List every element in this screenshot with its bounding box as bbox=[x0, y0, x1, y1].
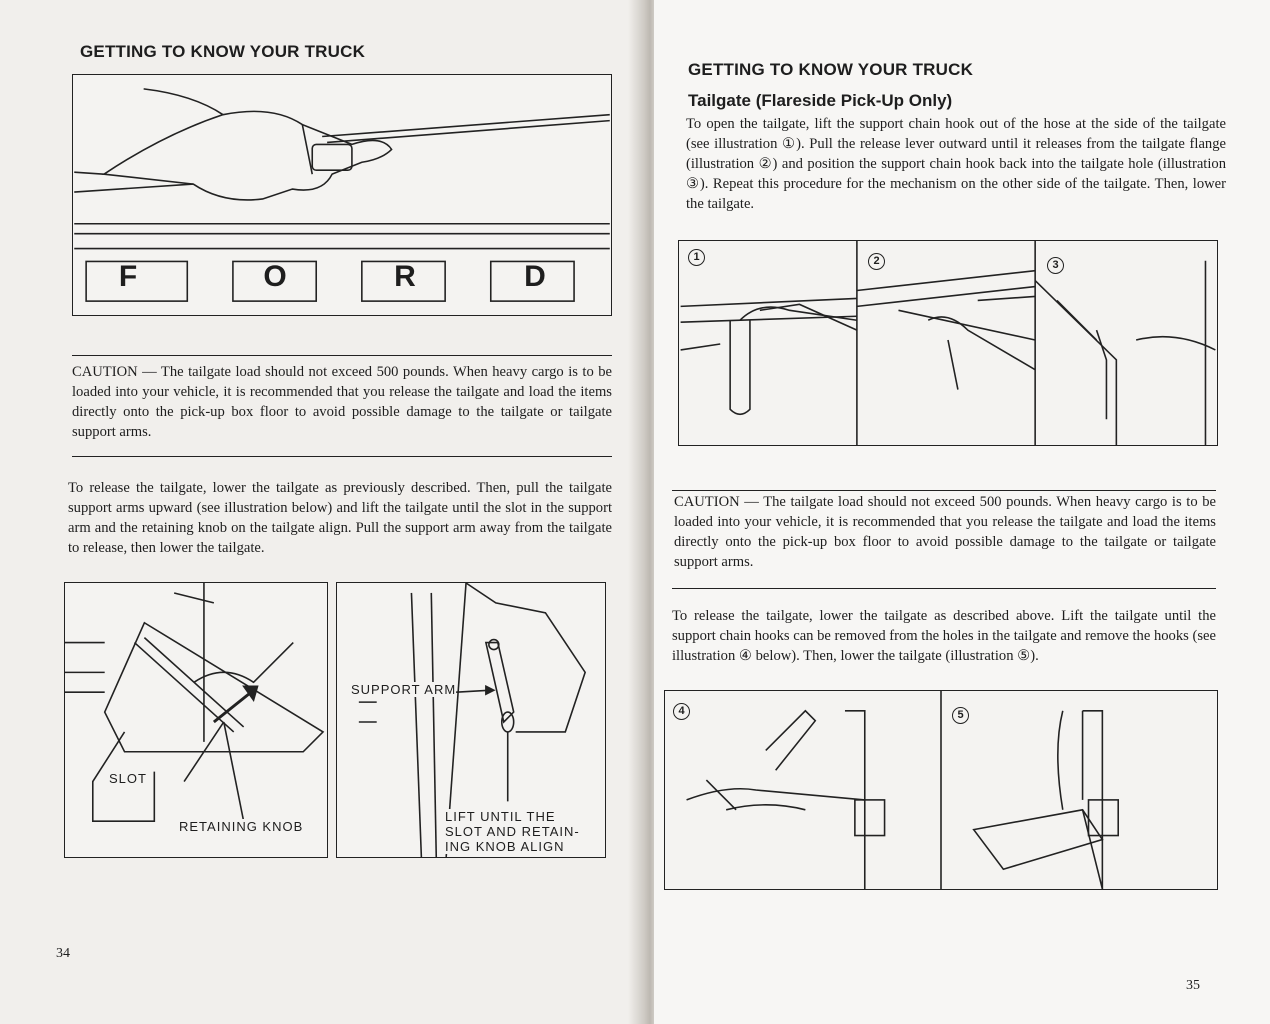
illustration-marker: 2 bbox=[868, 253, 885, 270]
open-tailgate-illustrations bbox=[678, 240, 1218, 446]
tailgate-letter: F bbox=[118, 260, 138, 293]
align-line: ING KNOB ALIGN bbox=[445, 839, 565, 854]
slot-label: SLOT bbox=[109, 771, 147, 786]
right-page-heading: GETTING TO KNOW YOUR TRUCK bbox=[688, 60, 974, 79]
illustration-marker: 1 bbox=[688, 249, 705, 266]
support-arm-label: SUPPORT ARM bbox=[351, 682, 457, 697]
tailgate-letter: R bbox=[394, 260, 416, 293]
caution-bottom-rule bbox=[72, 456, 612, 457]
open-tailgate-drawing bbox=[679, 241, 1217, 445]
page-number: 34 bbox=[56, 946, 70, 961]
retaining-knob-label: RETAINING KNOB bbox=[179, 819, 304, 834]
support-arm-illustration bbox=[336, 582, 606, 858]
release-tailgate-drawing bbox=[665, 691, 1217, 889]
tailgate-intro-text: To open the tailgate, lift the support chain hook out of the hose at the side of the tailgate (see illustration ①). Pull the release lever outward until it releases from the tailgate flange (illustration ②) and position the support chain hook back into the tailgate hole (illustration ③). Repeat this procedure for the mechanism on the other side of the tailgate. Then, lower the tailgate. bbox=[686, 116, 1226, 212]
align-line: LIFT UNTIL THE bbox=[445, 809, 556, 824]
illustration-marker: 3 bbox=[1047, 257, 1064, 274]
tailgate-letter: O bbox=[263, 260, 287, 293]
caution-bottom-rule bbox=[672, 588, 1216, 589]
caution-top-rule bbox=[672, 490, 1216, 491]
align-line: SLOT AND RETAIN- bbox=[445, 824, 580, 839]
caution-top-rule bbox=[72, 355, 612, 356]
align-instruction-label bbox=[445, 809, 595, 854]
left-release-text: To release the tailgate, lower the tailgate as previously described. Then, pull the tailgate support arms upward (see illustration below) and lift the tailgate until the slot in the support arm and the retaining knob on the tailgate align. Pull the support arm away from the tailgate to release, then lower the tailgate. bbox=[68, 480, 612, 556]
left-page-heading: GETTING TO KNOW YOUR TRUCK bbox=[80, 42, 366, 61]
right-page bbox=[654, 0, 1270, 1024]
tailgate-letter: D bbox=[524, 260, 546, 293]
illustration-marker: 5 bbox=[952, 707, 969, 724]
right-caution-text: CAUTION — The tailgate load should not exceed 500 pounds. When heavy cargo is to be loaded into your vehicle, it is recommended that you release the tailgate and load the items directly onto the pick-up box floor to avoid possible damage to the tailgate or tailgate support arms. bbox=[674, 494, 1216, 570]
left-caution-text: CAUTION — The tailgate load should not exceed 500 pounds. When heavy cargo is to be loaded into your vehicle, it is recommended that you release the tailgate and load the items directly onto the pick-up box floor to avoid possible damage to the tailgate or tailgate support arms. bbox=[72, 364, 612, 440]
illustration-marker: 4 bbox=[673, 703, 690, 720]
release-tailgate-illustrations bbox=[664, 690, 1218, 890]
slot-knob-drawing bbox=[65, 583, 327, 857]
tailgate-subheading: Tailgate (Flareside Pick-Up Only) bbox=[688, 91, 953, 110]
tailgate-handle-illustration bbox=[72, 74, 612, 316]
page-number: 35 bbox=[1186, 978, 1200, 993]
right-release-text: To release the tailgate, lower the tailgate as described above. Lift the tailgate until the support chain hooks can be removed from the holes in the tailgate and remove the hooks (see illustration ④ below). Then, lower the tailgate (illustration ⑤). bbox=[672, 608, 1216, 664]
slot-knob-illustration bbox=[64, 582, 328, 858]
